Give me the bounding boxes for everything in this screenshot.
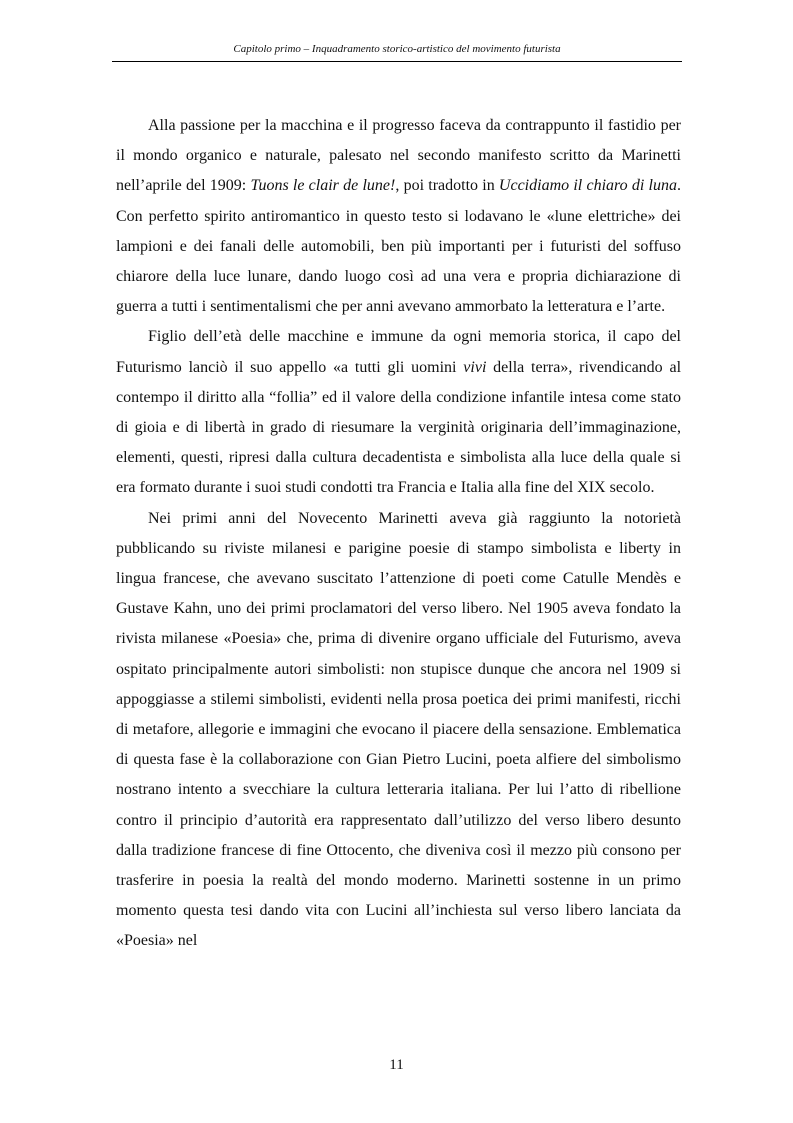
paragraph-1-text-2: , poi tradotto in [395, 177, 499, 195]
title-tuons-le-clair-de-lune: Tuons le clair de lune! [250, 177, 396, 195]
paragraph-3 [116, 504, 681, 957]
paragraph-2-text-2: della terra», rivendicando al contempo il diritto alla “follia” ed il valore della condizione infantile intesa come stato di gioia e di libertà in grado di riesumare la verginità originaria dell’immaginazione, elementi, questi, ripresi dalla cultura decadentista e simbolista alla luce della quale si era formato durante i suoi studi condotti tra Francia e Italia alla fine del XIX secolo. [116, 358, 682, 497]
header-rule [112, 61, 682, 62]
paragraph-1-text-3: . Con perfetto spirito antiromantico in questo testo si lodavano le «lune elettriche» dei lampioni e dei fanali delle automobili, ben più importanti per i futuristi del soffuso chiarore della luce lunare, dando luogo così ad una vera e propria dichiarazione di guerra a tutti i sentimentalismi che per anni avevano ammorbato la letteratura e l’arte. [116, 177, 682, 316]
paragraph-1-text-1: Alla passione per la macchina e il progresso faceva da contrappunto il fastidio per il mondo organico e naturale, palesato nel secondo manifesto scritto da Marinetti nell’aprile del 1909: [116, 117, 681, 195]
paragraph-1 [116, 111, 681, 322]
body-text [116, 111, 681, 957]
italic-word-vivi: vivi [463, 358, 487, 376]
page-number: 11 [389, 1057, 404, 1073]
paragraph-3-text-1: Nei primi anni del Novecento Marinetti aveva già raggiunto la notorietà pubblicando su riviste milanesi e parigine poesie di stampo simbolista e liberty in lingua francese, che avevano suscitato l’attenzione di poeti come Catulle Mendès e Gustave Kahn, uno dei primi proclamatori del verso libero. Nel 1905 aveva fondato la rivista milanese «Poesia» che, prima di divenire organo ufficiale del Futurismo, aveva ospitato principalmente autori simbolisti: non stupisce dunque che ancora nel 1909 si appoggiasse a stilemi simbolisti, evidenti nella prosa poetica dei primi manifesti, ricchi di metafore, allegorie e immagini che evocano il piacere della sensazione. Emblematica di questa fase è la collaborazione con Gian Pietro Lucini, poeta alfiere del simbolismo nostrano intento a svecchiare la cultura letteraria italiana. Per lui l’atto di ribellione contro il principio d’autorità era rappresentato dall’utilizzo del verso libero desunto dalla tradizione francese di fine Ottocento, che diveniva così il mezzo più consono per trasferire in poesia la realtà del mondo moderno. Marinetti sostenne in un primo momento questa tesi dando vita con Lucini all’inchiesta sul verso libero lanciata da «Poesia» nel [116, 509, 681, 950]
title-uccidiamo-il-chiaro-di-luna: Uccidiamo il chiaro di luna [498, 177, 678, 195]
paragraph-2-text-1: Figlio dell’età delle macchine e immune da ogni memoria storica, il capo del Futurismo lanciò il suo appello «a tutti gli uomini [116, 328, 681, 376]
running-header: Capitolo primo – Inquadramento storico-artistico del movimento futurista [233, 43, 561, 55]
paragraph-2 [116, 322, 681, 503]
